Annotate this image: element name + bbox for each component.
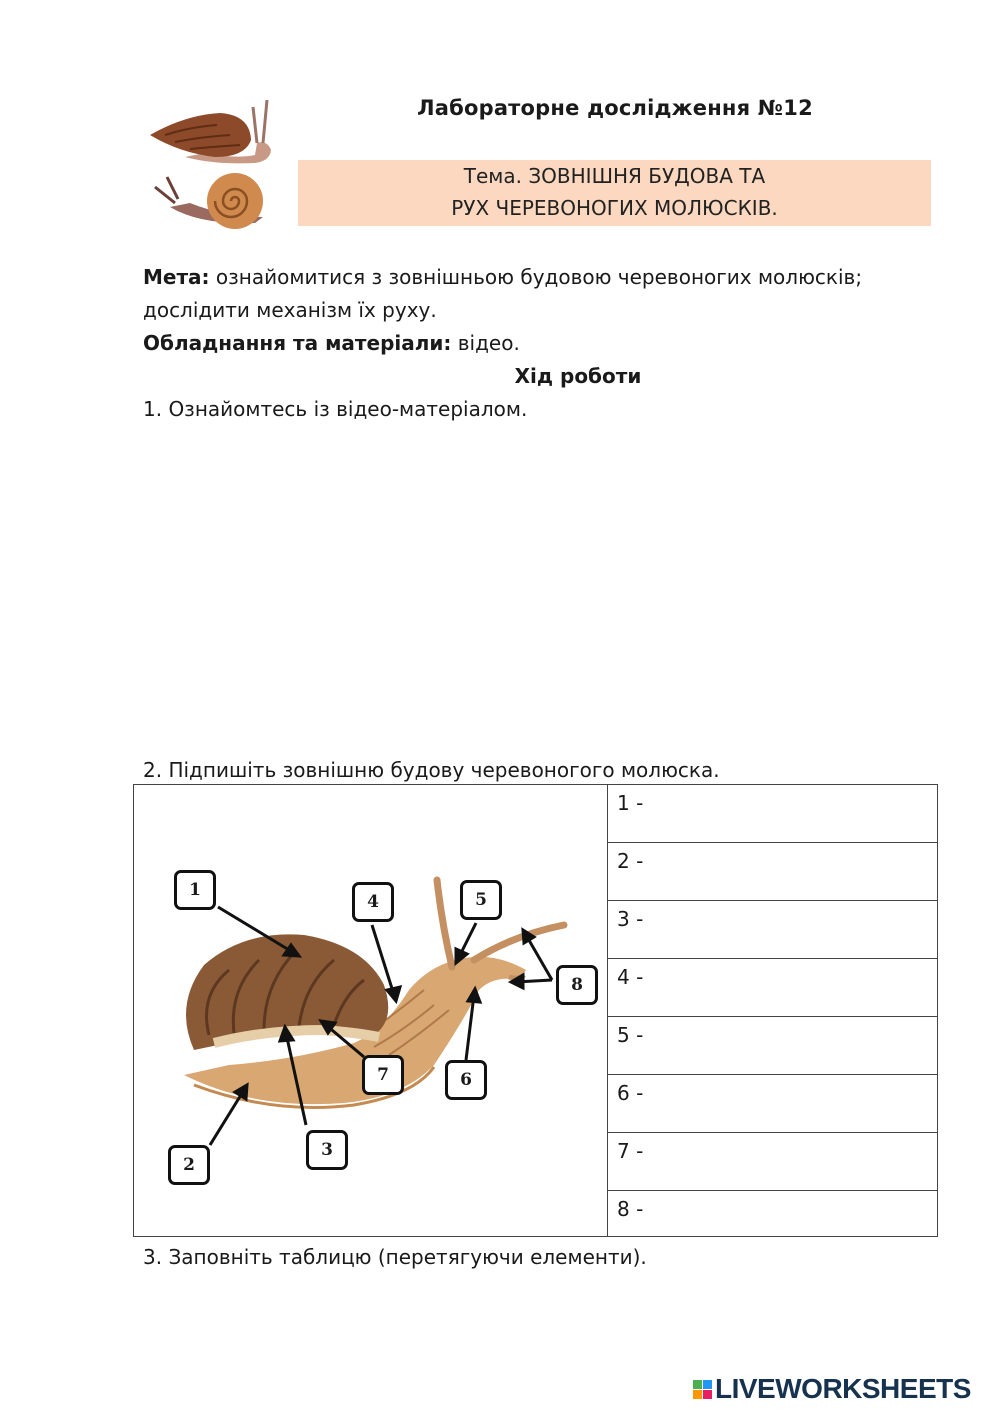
- goal-text-1: ознайомитися з зовнішньою будовою черевоногих молюсків;: [209, 265, 863, 289]
- diagram-label-4: 4: [352, 882, 394, 922]
- answer-row-4[interactable]: 4 -: [608, 959, 937, 1017]
- lab-title: Лабораторне дослідження №12: [417, 96, 813, 120]
- topic-banner: [298, 160, 931, 226]
- topic-line-2: РУХ ЧЕРЕВОНОГИХ МОЛЮСКІВ.: [451, 196, 778, 220]
- snail-diagram: [133, 784, 608, 1237]
- liveworksheets-logo-icon: [693, 1380, 712, 1399]
- answer-row-5[interactable]: 5 -: [608, 1017, 937, 1075]
- diagram-label-6: 6: [445, 1060, 487, 1100]
- diagram-label-1: 1: [174, 870, 216, 910]
- brand-name: LIVEWORKSHEETS: [715, 1373, 971, 1404]
- step-3: 3. Заповніть таблицю (перетягуючи елементи).: [143, 1245, 647, 1269]
- answer-row-1[interactable]: 1 -: [608, 785, 937, 843]
- procedure-title: Хід роботи: [514, 364, 642, 388]
- step-2: 2. Підпишіть зовнішню будову черевоногого молюска.: [143, 758, 720, 782]
- diagram-label-2: 2: [168, 1145, 210, 1185]
- diagram-label-8: 8: [556, 965, 598, 1005]
- goal-text-2: дослідити механізм їх руху.: [143, 298, 437, 322]
- diagram-label-3: 3: [306, 1130, 348, 1170]
- answer-row-3[interactable]: 3 -: [608, 901, 937, 959]
- answer-row-8[interactable]: 8 -: [617, 1197, 644, 1221]
- diagram-label-5: 5: [460, 880, 502, 920]
- diagram-label-7: 7: [362, 1055, 404, 1095]
- equipment-paragraph: [143, 327, 520, 360]
- snails-illustration: [145, 95, 280, 235]
- answer-row-2[interactable]: 2 -: [608, 843, 937, 901]
- answer-row-7[interactable]: 7 -: [608, 1133, 937, 1191]
- liveworksheets-brand: [693, 1372, 993, 1406]
- step-1: 1. Ознайомтесь із відео-матеріалом.: [143, 397, 528, 421]
- answer-row-6[interactable]: 6 -: [608, 1075, 937, 1133]
- topic-line-1: Тема. ЗОВНІШНЯ БУДОВА ТА: [463, 164, 766, 188]
- goal-label: Мета:: [143, 265, 210, 289]
- equipment-label: Обладнання та матеріали:: [143, 331, 452, 355]
- equipment-text: відео.: [451, 331, 520, 355]
- answer-table: [607, 784, 938, 1237]
- goal-paragraph: [143, 261, 862, 294]
